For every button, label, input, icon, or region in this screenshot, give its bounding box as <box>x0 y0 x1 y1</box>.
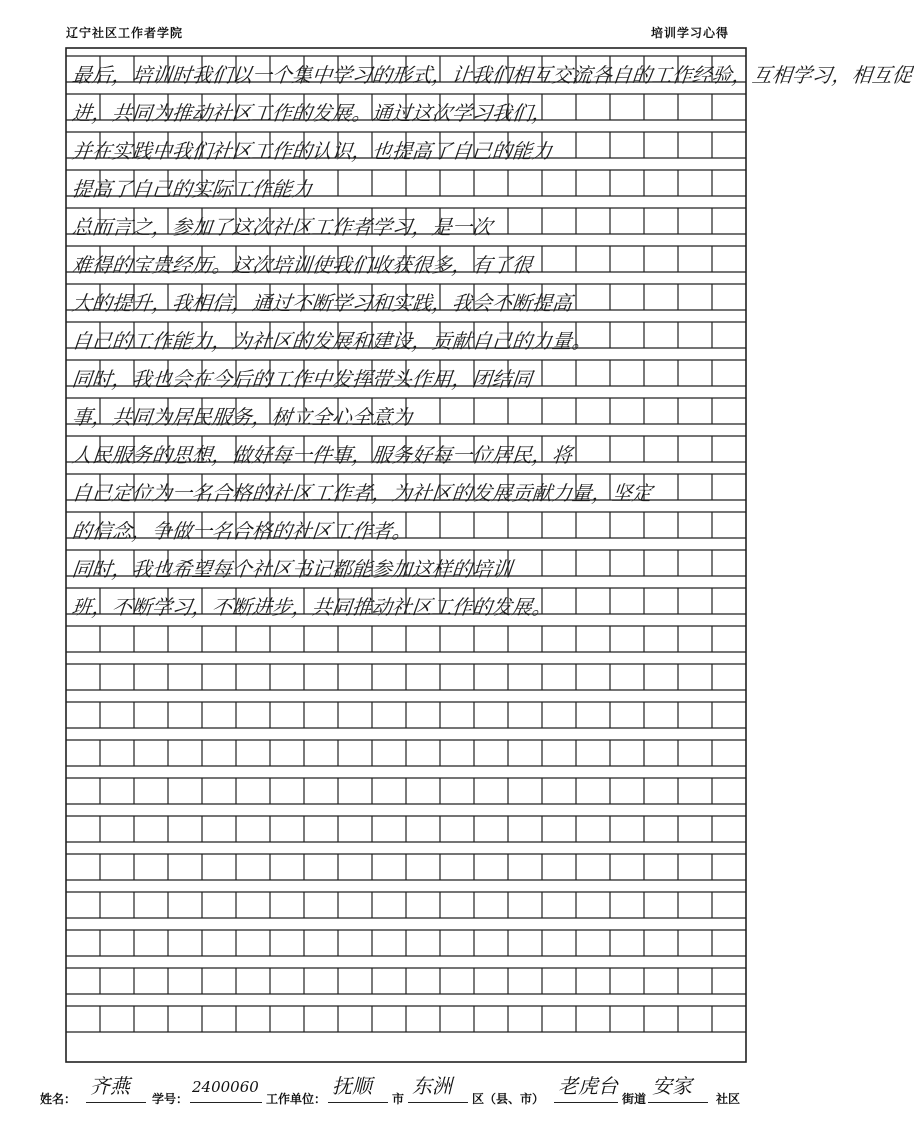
essay-line: 自己的工作能力，为社区的发展和建设，贡献自己的力量。 <box>70 329 594 353</box>
essay-line: 进，共同为推动社区工作的发展。通过这次学习我们， <box>70 101 554 125</box>
essay-line: 班，不断学习，不断进步，共同推动社区工作的发展。 <box>70 595 554 619</box>
district-suffix: 区（县、市） <box>472 1092 545 1106</box>
city-suffix: 市 <box>392 1092 405 1106</box>
community-value: 安家 <box>652 1074 692 1098</box>
id-value: 2400060 <box>192 1078 259 1096</box>
community-underline <box>648 1102 708 1103</box>
id-underline <box>190 1102 262 1103</box>
name-label: 姓名： <box>40 1092 77 1106</box>
street-value: 老虎台 <box>558 1074 618 1098</box>
essay-line: 人民服务的思想，做好每一件事，服务好每一位居民，将 <box>70 443 574 467</box>
header-document-title: 培训学习心得 <box>650 26 729 40</box>
header-school-name: 辽宁社区工作者学院 <box>66 26 184 40</box>
street-underline <box>554 1102 618 1103</box>
city-underline <box>328 1102 388 1103</box>
essay-line: 事，共同为居民服务，树立全心全意为 <box>70 405 414 429</box>
unit-label: 工作单位： <box>266 1092 327 1106</box>
essay-line: 总而言之，参加了这次社区工作者学习，是一次 <box>70 215 494 239</box>
essay-line: 难得的宝贵经历。这次培训使我们收获很多，有了很 <box>70 253 534 277</box>
name-underline <box>86 1102 146 1103</box>
community-suffix: 社区 <box>716 1092 741 1106</box>
essay-line: 同时，我也希望每个社区书记都能参加这样的培训 <box>70 557 514 581</box>
essay-line: 最后，培训时我们以一个集中学习的形式，让我们相互交流各自的工作经验，互相学习，相互促 <box>70 63 914 87</box>
footer-info <box>40 1074 770 1116</box>
district-value: 东洲 <box>412 1074 452 1098</box>
essay-line: 自己定位为一名合格的社区工作者，为社区的发展贡献力量，坚定 <box>70 481 654 505</box>
essay-line: 同时，我也会在今后的工作中发挥带头作用，团结同 <box>70 367 534 391</box>
essay-line: 并在实践中我们社区工作的认识，也提高了自己的能力 <box>70 139 554 163</box>
city-value: 抚顺 <box>332 1074 372 1098</box>
essay-line: 的信念，争做一名合格的社区工作者。 <box>70 519 414 543</box>
district-underline <box>408 1102 468 1103</box>
name-value: 齐燕 <box>90 1074 130 1098</box>
essay-line: 大的提升，我相信，通过不断学习和实践，我会不断提高 <box>70 291 574 315</box>
essay-line: 提高了自己的实际工作能力 <box>70 177 314 201</box>
id-label: 学号： <box>152 1092 189 1106</box>
street-suffix: 街道 <box>622 1092 647 1106</box>
